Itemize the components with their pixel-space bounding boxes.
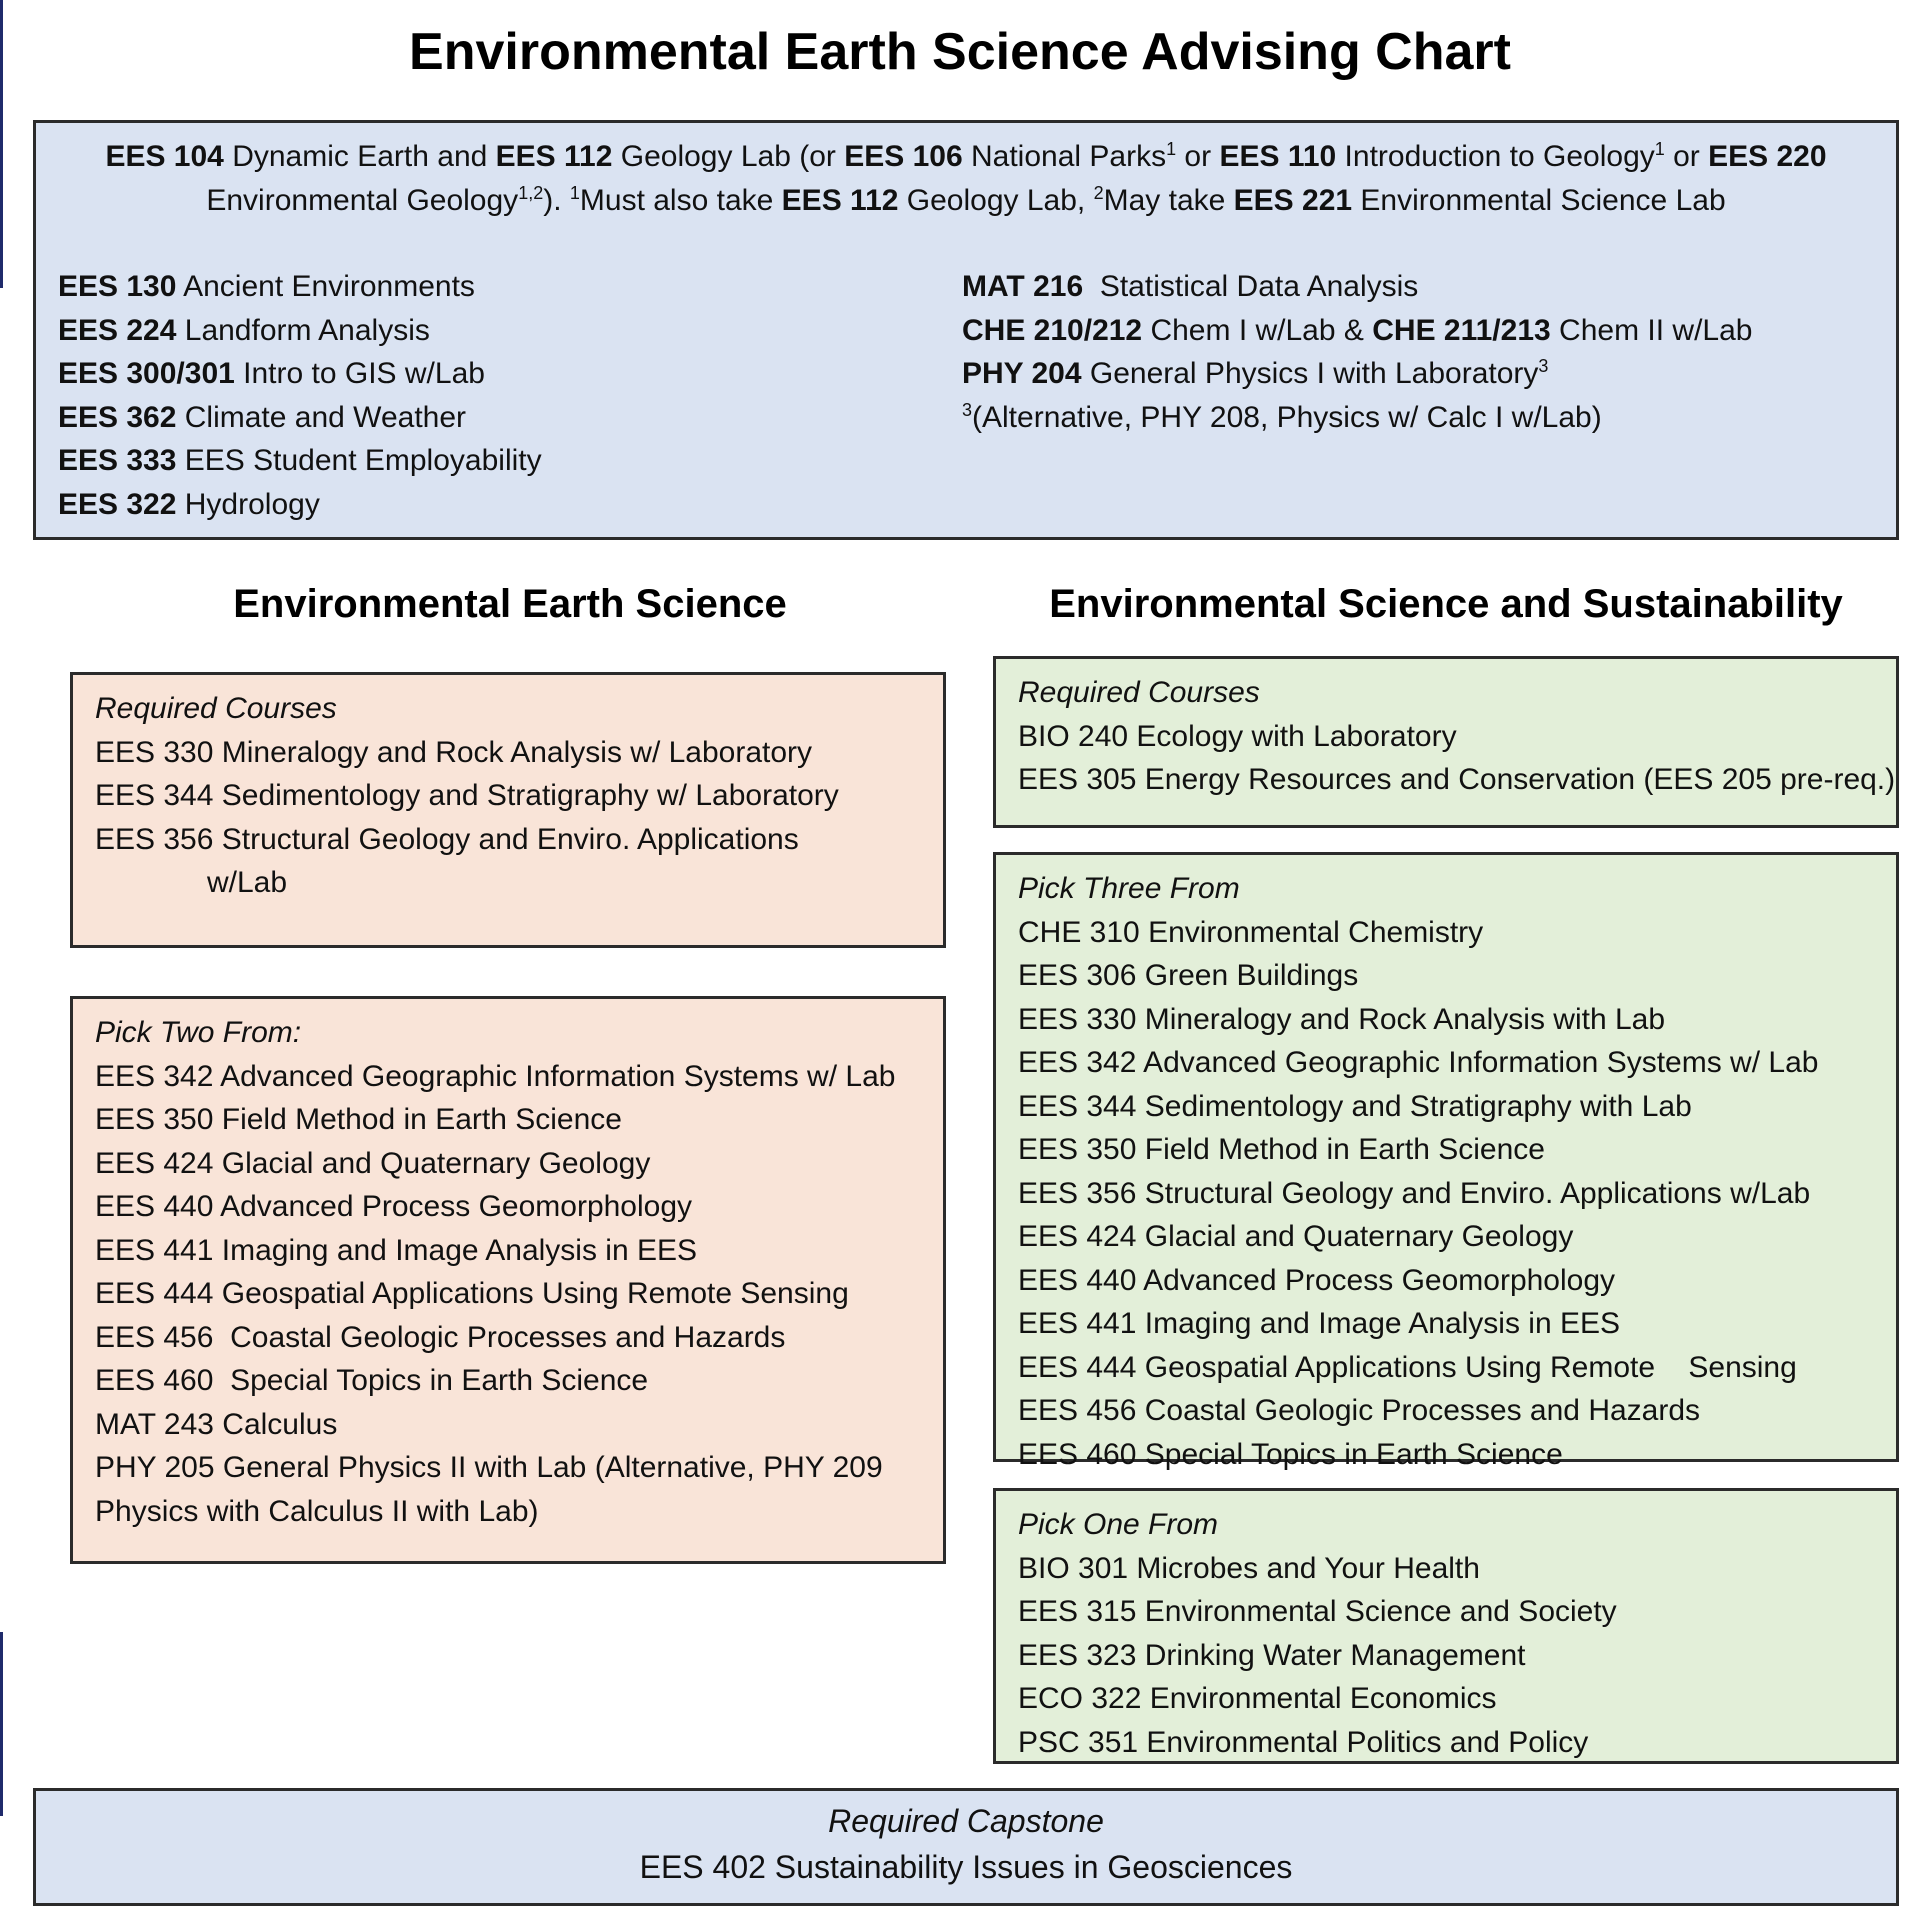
ees-required-label: Required Courses — [95, 692, 337, 725]
core-course: EES 362 Climate and Weather — [58, 400, 467, 434]
list-item: EES 356 Structural Geology and Enviro. Applications w/Lab — [1018, 1176, 1811, 1210]
ess-track-heading: Environmental Science and Sustainability — [1049, 582, 1843, 626]
list-item: EES 460 Special Topics in Earth Science — [1018, 1437, 1563, 1471]
core-intro-text: EES 104 Dynamic Earth and EES 112 Geology Lab (or EES 106 National Parks$^1$ or EES 110 Introduction to Geology$^1$ or EES 220 Environmental Geology$^{1,2}$). $^1$Must also take EES 112 Geology Lab, $^2$May take EES 221 Environmental Science Lab — [105, 139, 1827, 217]
capstone-label: Required Capstone — [828, 1803, 1104, 1839]
ess-pick-one-label: Pick One From — [1018, 1508, 1219, 1541]
core-course: EES 224 Landform Analysis — [58, 313, 430, 347]
list-item: EES 305 Energy Resources and Conservation (EES 205 pre-req.) — [1018, 763, 1896, 796]
core-course-chem: CHE 210/212 Chem I w/Lab & CHE 211/213 Chem II w/Lab — [962, 313, 1753, 347]
capstone-box — [33, 1788, 1899, 1906]
ees-pick-two-label: Pick Two From: — [95, 1016, 302, 1049]
ess-pick-three-box — [993, 852, 1899, 1471]
list-item: ECO 322 Environmental Economics — [1018, 1682, 1497, 1715]
ess-required-label: Required Courses — [1018, 676, 1260, 709]
page-edge-mark-bottom — [0, 1632, 3, 1816]
core-course: EES 130 Ancient Environments — [58, 270, 475, 303]
list-item: EES 444 Geospatial Applications Using Remote Sensing — [95, 1277, 849, 1310]
list-item: EES 323 Drinking Water Management — [1018, 1638, 1526, 1672]
core-course: EES 333 EES Student Employability — [58, 444, 542, 477]
list-item: EES 356 Structural Geology and Enviro. Applications — [95, 822, 799, 856]
list-item: CHE 310 Environmental Chemistry — [1018, 915, 1484, 949]
list-item: EES 424 Glacial and Quaternary Geology — [95, 1146, 651, 1180]
list-item: EES 315 Environmental Science and Society — [1018, 1595, 1617, 1628]
ess-pick-one-box — [993, 1488, 1899, 1764]
ees-track-heading: Environmental Earth Science — [233, 582, 787, 626]
list-item: EES 444 Geospatial Applications Using Remote Sensing — [1018, 1350, 1797, 1384]
list-item: EES 440 Advanced Process Geomorphology — [95, 1190, 693, 1223]
list-item: EES 330 Mineralogy and Rock Analysis with Lab — [1018, 1002, 1666, 1036]
list-item: EES 342 Advanced Geographic Information Systems w/ Lab — [95, 1059, 896, 1093]
core-course-physics: PHY 204 General Physics I with Laboratory$^3$ — [962, 356, 1549, 390]
page-title: Environmental Earth Science Advising Chart — [409, 23, 1511, 81]
list-item-continuation: w/Lab — [207, 866, 288, 899]
list-item: EES 424 Glacial and Quaternary Geology — [1018, 1220, 1574, 1253]
list-item: BIO 301 Microbes and Your Health — [1018, 1551, 1480, 1585]
core-course: EES 300/301 Intro to GIS w/Lab — [58, 357, 485, 390]
list-item: MAT 243 Calculus — [95, 1407, 338, 1441]
core-physics-alternative: $^3$(Alternative, PHY 208, Physics w/ Calc I w/Lab) — [962, 399, 1602, 434]
list-item: BIO 240 Ecology with Laboratory — [1018, 719, 1457, 753]
core-list-left — [58, 265, 542, 526]
list-item: EES 342 Advanced Geographic Information Systems w/ Lab — [1018, 1046, 1819, 1079]
list-item: EES 456 Coastal Geologic Processes and Hazards — [95, 1320, 786, 1354]
list-item: Physics with Calculus II with Lab) — [95, 1494, 539, 1528]
list-item: EES 344 Sedimentology and Stratigraphy with Lab — [1018, 1089, 1692, 1123]
ees-required-box — [70, 672, 946, 948]
list-item: EES 460 Special Topics in Earth Science — [95, 1364, 649, 1397]
list-item: EES 350 Field Method in Earth Science — [95, 1103, 622, 1136]
list-item: EES 350 Field Method in Earth Science — [1018, 1133, 1545, 1166]
list-item: PHY 205 General Physics II with Lab (Alternative, PHY 209 — [95, 1451, 883, 1484]
list-item: EES 440 Advanced Process Geomorphology — [1018, 1263, 1616, 1297]
list-item: EES 306 Green Buildings — [1018, 959, 1359, 992]
core-requirements-box — [33, 120, 1899, 540]
core-course-math: MAT 216 Statistical Data Analysis — [962, 270, 1419, 303]
ees-pick-two-box — [70, 996, 946, 1564]
list-item: EES 456 Coastal Geologic Processes and Hazards — [1018, 1394, 1701, 1427]
capstone-course: EES 402 Sustainability Issues in Geosciences — [639, 1849, 1293, 1885]
list-item: EES 344 Sedimentology and Stratigraphy w/ Laboratory — [95, 779, 839, 812]
core-list-right — [962, 265, 1752, 439]
ess-pick-three-label: Pick Three From — [1018, 872, 1240, 905]
list-item: EES 441 Imaging and Image Analysis in EES — [95, 1233, 698, 1267]
list-item: EES 441 Imaging and Image Analysis in EES — [1018, 1307, 1621, 1340]
core-course: EES 322 Hydrology — [58, 487, 320, 521]
list-item: PSC 351 Environmental Politics and Policy — [1018, 1725, 1589, 1759]
ess-required-box — [993, 656, 1899, 828]
list-item: EES 330 Mineralogy and Rock Analysis w/ Laboratory — [95, 735, 813, 769]
